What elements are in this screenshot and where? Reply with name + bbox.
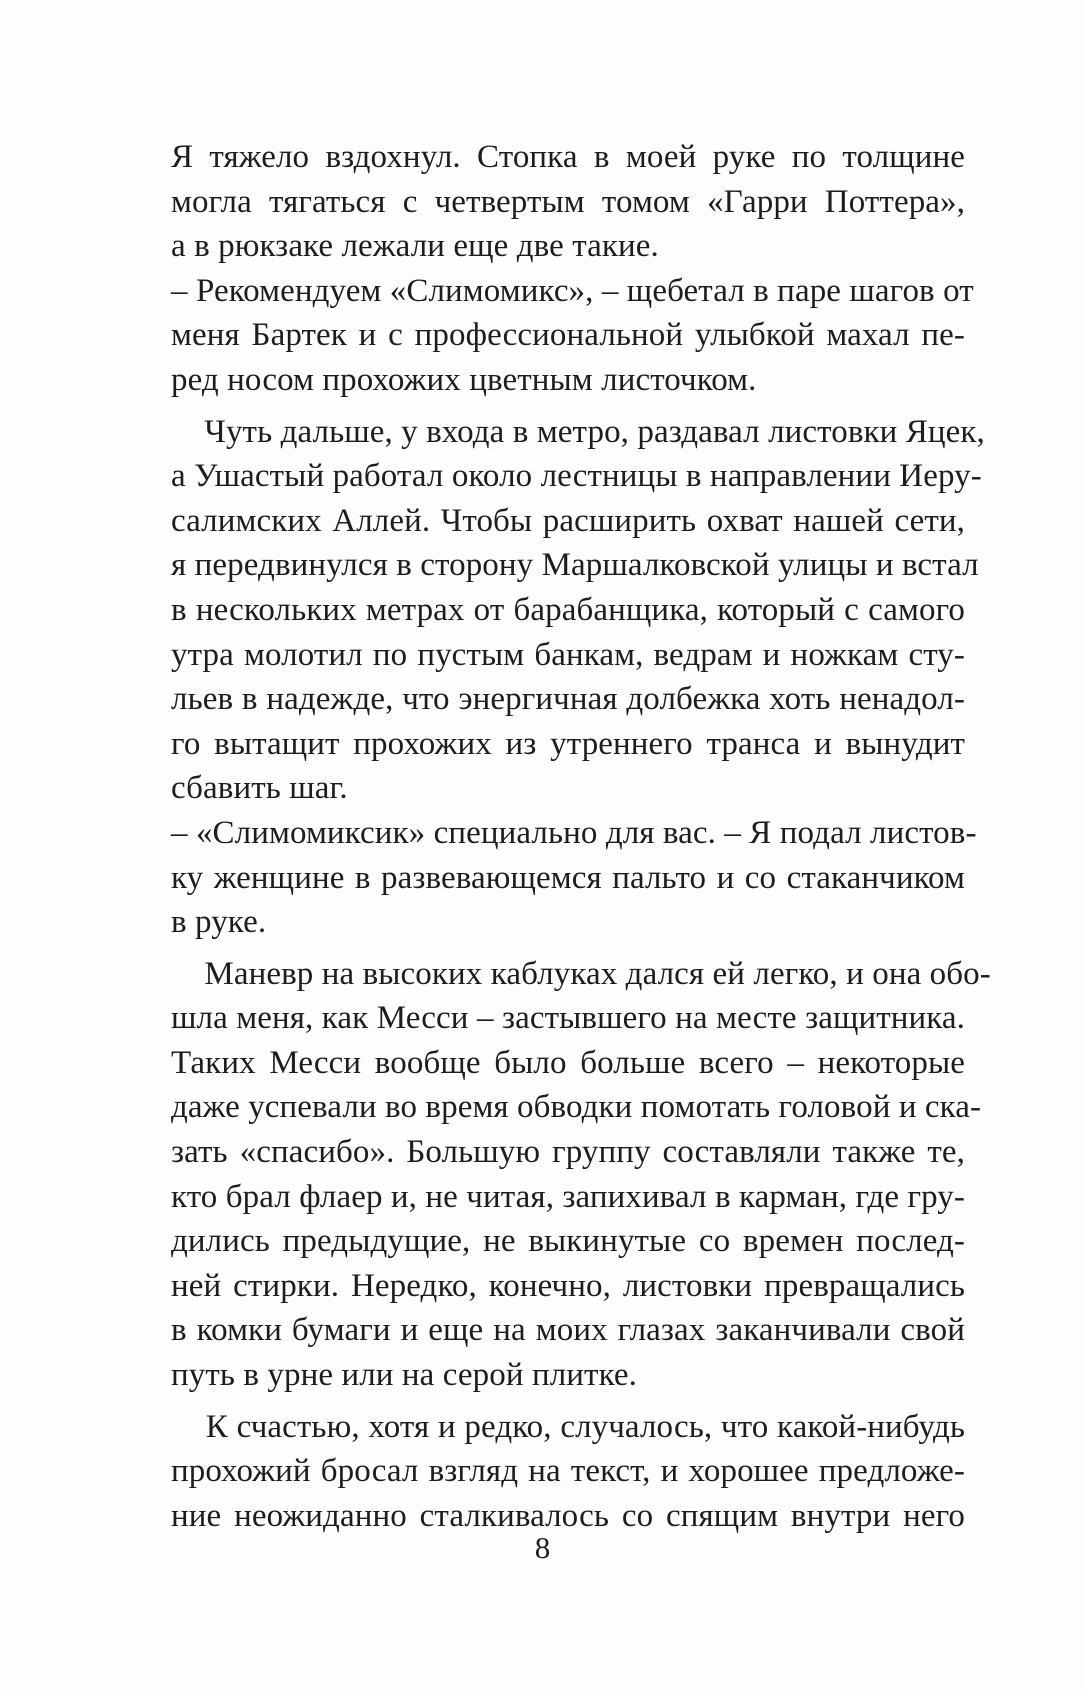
text-line: Я тяжело вздохнул. Стопка в моей руке по толщине bbox=[171, 139, 965, 175]
page-number: 8 bbox=[534, 1530, 551, 1565]
text-line: Маневр на высоких каблуках дался ей легко, и она обо- bbox=[171, 955, 991, 992]
text-line: в комки бумаги и еще на моих глазах заканчивали свой bbox=[171, 1312, 965, 1349]
text-line: меня Бартек и с профессиональной улыбкой махал пе- bbox=[171, 317, 965, 354]
text-line: зать «спасибо». Большую группу составляли также те, bbox=[171, 1134, 965, 1171]
text-line: Чуть дальше, у входа в метро, раздавал листовки Яцек, bbox=[171, 413, 985, 450]
text-line: – Рекомендуем «Слимомикс», – щебетал в паре шагов от bbox=[171, 272, 974, 309]
text-line: ние неожиданно сталкивалось со спящим внутри него bbox=[171, 1497, 965, 1534]
text-line: даже успевали во время обводки помотать головой и ска- bbox=[171, 1089, 982, 1126]
text-line: кто брал флаер и, не читая, запихивал в карман, где гру- bbox=[171, 1178, 965, 1215]
text-line: в нескольких метрах от барабанщика, который с самого bbox=[171, 591, 965, 628]
text-line: могла тягаться с четвертым томом «Гарри Поттера», bbox=[171, 183, 965, 220]
text-line: утра молотил по пустым банкам, ведрам и ножкам сту- bbox=[171, 636, 965, 673]
text-line: го вытащит прохожих из утреннего транса и вынудит bbox=[171, 725, 965, 762]
text-line: а Ушастый работал около лестницы в направлении Иеру- bbox=[171, 458, 982, 495]
text-line: шла меня, как Месси – застывшего на месте защитника. bbox=[171, 1000, 965, 1037]
text-line: путь в урне или на серой плитке. bbox=[171, 1357, 637, 1394]
text-line: К счастью, хотя и редко, случалось, что какой-нибудь bbox=[171, 1408, 965, 1445]
text-line: а в рюкзаке лежали еще две такие. bbox=[171, 228, 659, 265]
text-line: льев в надежде, что энергичная долбежка хоть ненадол- bbox=[171, 681, 965, 718]
body-text bbox=[171, 135, 991, 1538]
text-line: сбавить шаг. bbox=[171, 770, 348, 807]
text-line: дились предыдущие, не выкинутые со времен послед- bbox=[171, 1223, 965, 1260]
text-line: ней стирки. Нередко, конечно, листовки превращались bbox=[171, 1267, 965, 1304]
text-line: – «Слимомиксик» специально для вас. – Я подал листов- bbox=[171, 814, 977, 851]
text-line: я передвинулся в сторону Маршалковской улицы и встал bbox=[171, 547, 979, 584]
text-line: прохожий бросал взгляд на текст, и хорошее предложе- bbox=[171, 1453, 965, 1490]
paragraph-gap bbox=[171, 1398, 965, 1405]
paragraph-gap bbox=[171, 945, 965, 952]
text-line: Таких Месси вообще было больше всего – некоторые bbox=[171, 1044, 965, 1081]
text-line: салимских Аллей. Чтобы расширить охват нашей сети, bbox=[171, 502, 965, 539]
paragraph-gap bbox=[171, 403, 965, 410]
text-line: ред носом прохожих цветным листочком. bbox=[171, 361, 757, 398]
text-line: ку женщине в развевающемся пальто и со стаканчиком bbox=[171, 859, 965, 896]
text-line: в руке. bbox=[171, 904, 267, 941]
